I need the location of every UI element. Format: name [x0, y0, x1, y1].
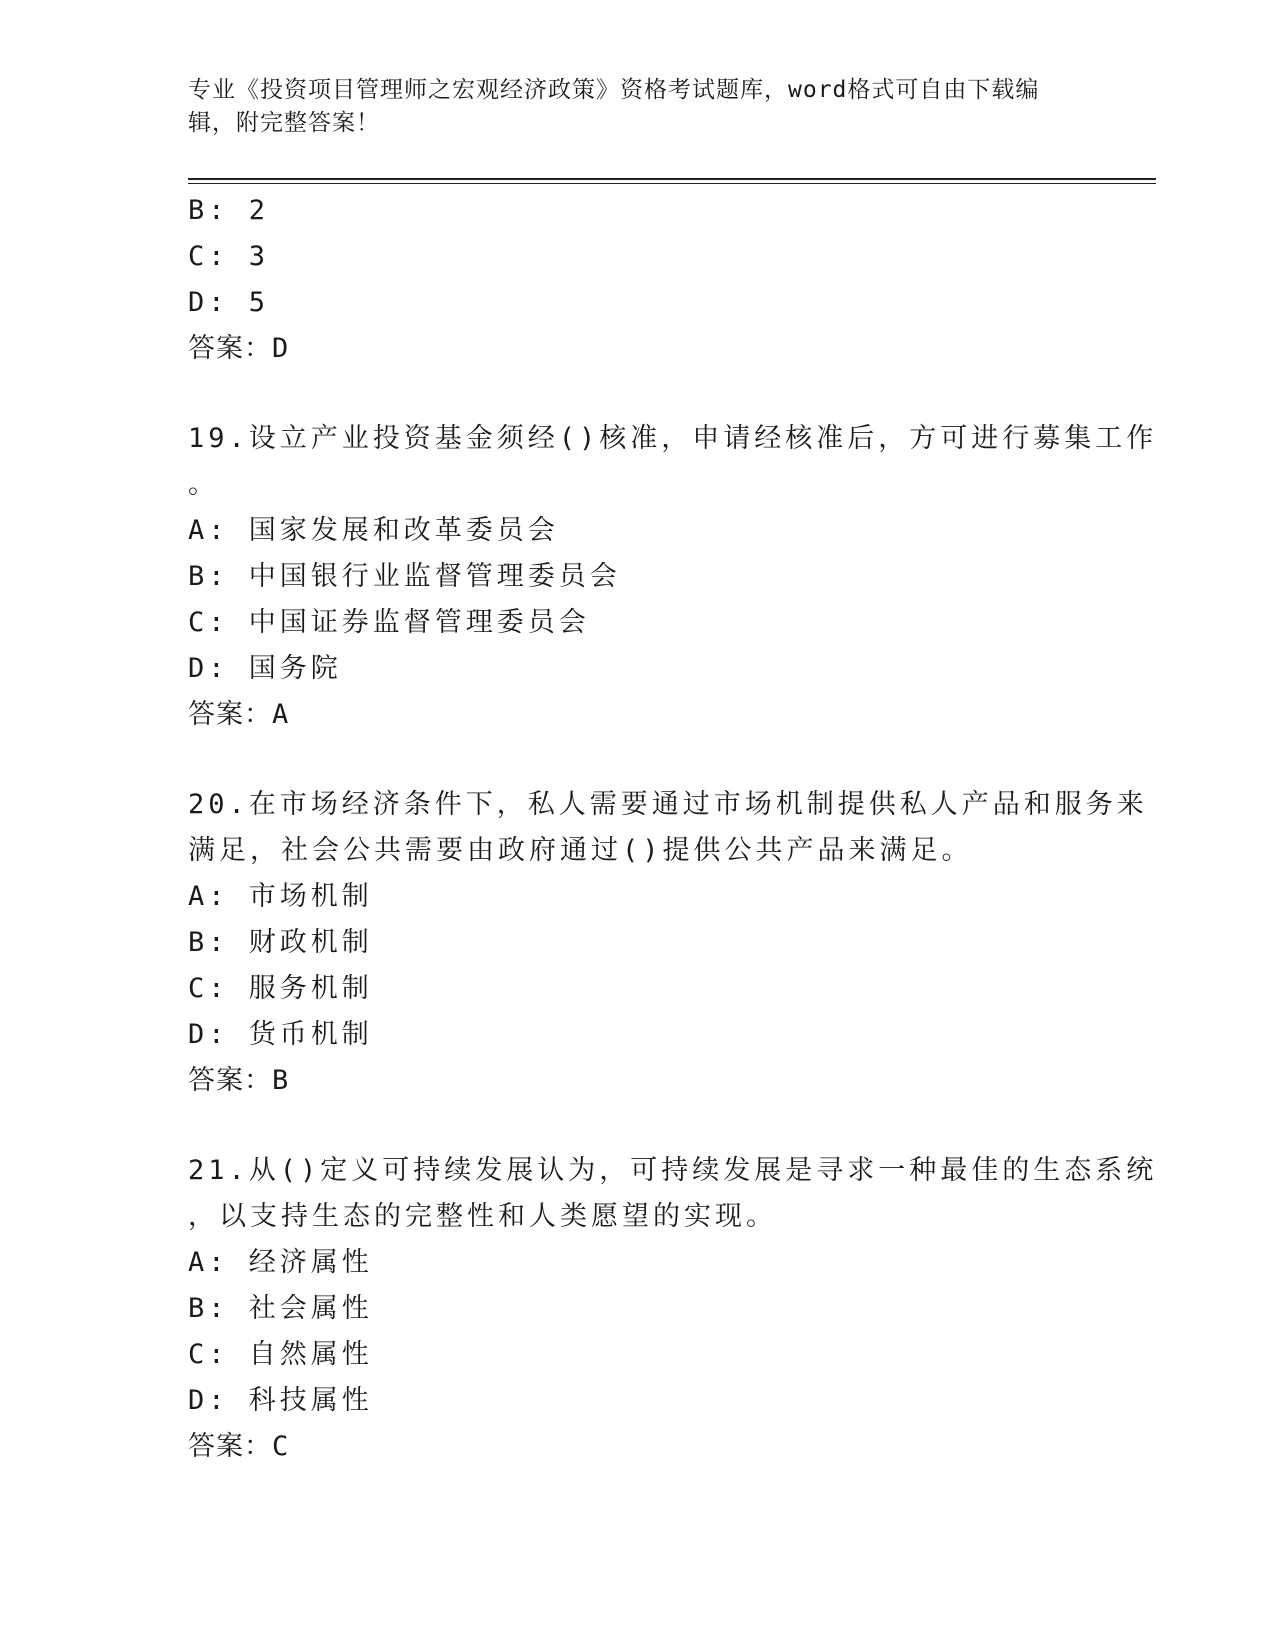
- spacer: [188, 738, 1088, 782]
- question-18-tail: [188, 188, 1088, 372]
- question-stem-line: 19.设立产业投资基金须经()核准，申请经核准后，方可进行募集工作: [188, 423, 1158, 454]
- option-d: D: 国务院: [188, 653, 342, 684]
- spacer: [188, 372, 1088, 416]
- option-d: D: 货币机制: [188, 1019, 373, 1050]
- option-a: A: 国家发展和改革委员会: [188, 515, 559, 546]
- answer: 答案：D: [188, 333, 290, 364]
- document-header: [188, 74, 1078, 140]
- question-19: [188, 416, 1158, 738]
- option-b: B: 2: [188, 195, 270, 226]
- option-d: D: 5: [188, 287, 270, 318]
- question-stem-line: 21.从()定义可持续发展认为，可持续发展是寻求一种最佳的生态系统: [188, 1155, 1158, 1186]
- header-line-2: 辑，附完整答案！: [188, 110, 380, 136]
- spacer: [188, 1104, 1088, 1148]
- option-a: A: 经济属性: [188, 1247, 373, 1278]
- option-b: B: 财政机制: [188, 927, 373, 958]
- option-c: C: 自然属性: [188, 1339, 373, 1370]
- question-21: [188, 1148, 1158, 1470]
- option-c: C: 服务机制: [188, 973, 373, 1004]
- option-c: C: 3: [188, 241, 270, 272]
- question-stem-line: 。: [188, 469, 219, 500]
- answer: 答案：C: [188, 1431, 290, 1462]
- header-divider-thick: [188, 178, 1156, 180]
- question-list: [188, 188, 1158, 1470]
- option-b: B: 社会属性: [188, 1293, 373, 1324]
- question-20: [188, 782, 1148, 1104]
- option-b: B: 中国银行业监督管理委员会: [188, 561, 621, 592]
- option-a: A: 市场机制: [188, 881, 373, 912]
- header-divider-thin: [188, 183, 1156, 184]
- question-stem-line: 20.在市场经济条件下，私人需要通过市场机制提供私人产品和服务来: [188, 789, 1148, 820]
- answer: 答案：B: [188, 1065, 290, 1096]
- answer: 答案：A: [188, 699, 290, 730]
- option-d: D: 科技属性: [188, 1385, 373, 1416]
- question-stem-line: 满足，社会公共需要由政府通过()提供公共产品来满足。: [188, 835, 973, 866]
- header-line-1: 专业《投资项目管理师之宏观经济政策》资格考试题库，word格式可自由下载编: [188, 77, 1040, 103]
- option-c: C: 中国证券监督管理委员会: [188, 607, 590, 638]
- question-stem-line: ，以支持生态的完整性和人类愿望的实现。: [188, 1201, 777, 1232]
